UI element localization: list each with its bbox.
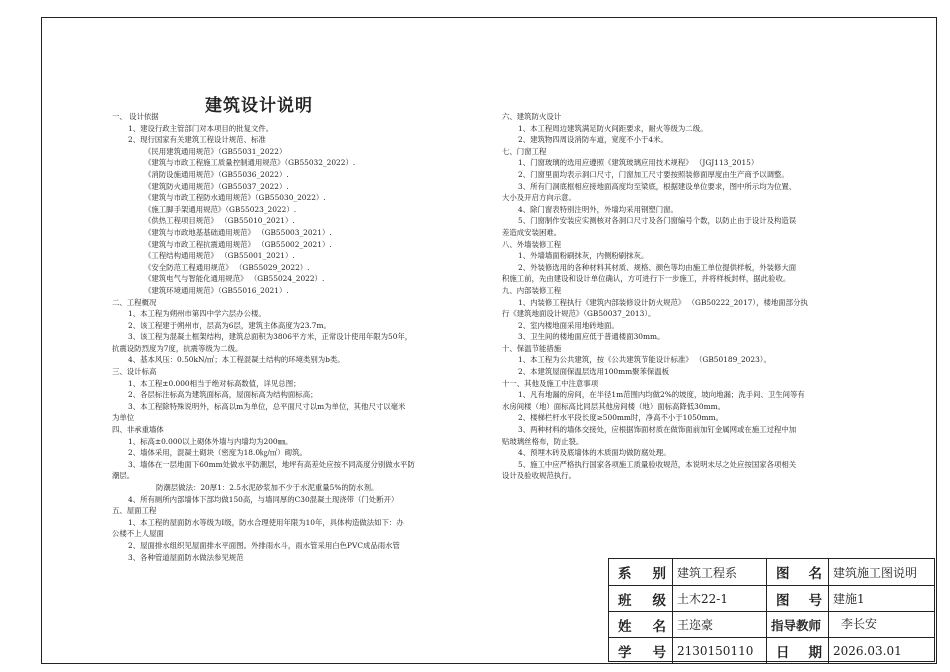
text-line: 1、本工程为朔州市第四中学六层办公楼。 xyxy=(128,309,266,319)
text-line: 2、外装修选用的各种材料其材质、规格、颜色等均由施工单位提供样板，外装修大面 xyxy=(518,262,797,272)
text-line: 3、墙体在一层地面下60mm处做水平防潮层，地坪有高差处应按不同高度分别做水平防 xyxy=(128,459,415,469)
text-line: 1、本工程±0.000相当于绝对标高数值，详见总图； xyxy=(128,378,301,388)
text-line: 《民用建筑通用规范》（GB55031_2022） xyxy=(144,146,287,156)
text-line: 2、屋面排水组织见屋面排水平面图。外排雨水斗，雨水管采用白色PVC成品雨水管 xyxy=(128,540,400,550)
text-line: 《施工脚手架通用规范》（GB55023_2022）. xyxy=(144,204,297,214)
text-line: 积施工前，先由建设和设计单位确认，方可进行下一步施工，并将样板封样，据此验收。 xyxy=(502,274,791,284)
text-line: 3、所有门洞底框相应接地面高度均至梁底，根据建设单位要求，图中所示均为位置、 xyxy=(518,181,797,191)
label-class: 班 级 xyxy=(609,586,673,611)
advisor-signature: 李长安 xyxy=(841,617,878,631)
text-line: 差造成安装困难。 xyxy=(502,227,562,237)
text-line: 设计及验收规范执行。 xyxy=(502,471,576,481)
label-department: 系 别 xyxy=(609,559,673,585)
label-advisor: 指导教师 xyxy=(767,612,829,637)
text-line: 3、本工程除特殊说明外，标高以m为单位，总平面尺寸以m为单位，其他尺寸以毫米 xyxy=(128,401,406,411)
text-line: 4、所有厕所内部墙体下部均做150高，与墙同厚的C30混凝土现浇带（门处断开） xyxy=(128,494,399,504)
text-line: 三、设计标高 xyxy=(112,367,157,377)
text-line: 潮层。 xyxy=(112,471,135,481)
text-line: 2、各层标注标高为建筑面标高，屋面标高为结构面标高； xyxy=(128,390,318,400)
text-line: 1、外墙墙面粉刷抹灰，内侧粉刷抹灰。 xyxy=(518,251,649,261)
value-department: 建筑工程系 xyxy=(673,559,767,585)
text-line: 九、内部装修工程 xyxy=(502,285,562,295)
text-line: 十一、其他及施工中注意事项 xyxy=(502,378,599,388)
text-line: 4、预埋木砖及底墙体的木质面均做防腐处理。 xyxy=(518,448,671,458)
text-line: 《建筑与市政工程施工质量控制通用规范》（GB55032_2022）. xyxy=(144,158,356,168)
titleblock-row-name xyxy=(609,611,934,637)
title-block xyxy=(608,558,935,662)
right-column xyxy=(502,111,832,482)
text-line: 《建筑与市政地基基础通用规范》 （GB55003_2021）. xyxy=(144,227,332,237)
value-class: 土木22-1 xyxy=(673,586,767,611)
label-student-id: 学 号 xyxy=(609,638,673,663)
text-line: 行《建筑地面设计规范》（GB50037_2013）。 xyxy=(502,309,656,319)
text-line: 八、外墙装修工程 xyxy=(502,239,562,249)
text-line: 十、保温节能措施 xyxy=(502,343,562,353)
text-line: 《供热工程项目规范》 （GB55010_2021）. xyxy=(144,216,295,226)
text-line: 2、楼梯栏杆水平段长度≥500mm时，净高不小于1050mm。 xyxy=(518,413,723,423)
text-line: 4、除门窗表特别注明外，外墙均采用钢塑门窗。 xyxy=(518,204,678,214)
titleblock-row-department xyxy=(609,559,934,585)
value-date: 2026.03.01 xyxy=(833,643,902,658)
text-line: 《消防设施通用规范》（GB55036_2022）. xyxy=(144,169,289,179)
text-line: 水房间楼（地）面标高比同层其他房间楼（地）面标高降低30mm。 xyxy=(502,401,725,411)
text-line: 3、该工程为混凝土框架结构，建筑总面积为3806平方米，正常设计使用年限为50年， xyxy=(128,332,413,342)
text-line: 2、该工程建于朔州市，层高为6层，建筑主体高度为23.7m。 xyxy=(128,320,331,330)
text-line: 5、门窗制作安装应实测核对各洞口尺寸及各门窗编号个数，以防止由于设计及构造误 xyxy=(518,216,797,226)
titleblock-row-student-id xyxy=(609,637,934,663)
text-line: 六、建筑防火设计 xyxy=(502,112,562,121)
text-line: 2、本建筑屋面保温层选用100mm聚苯保温板 xyxy=(518,367,670,377)
text-line: 2、现行国家有关建筑工程设计规范、标准 xyxy=(128,135,266,145)
text-line: 1、本工程的屋面防水等级为Ⅰ级，防水合理使用年限为10年，具体构造做法如下：办 xyxy=(128,517,404,527)
value-drawing-number: 建施1 xyxy=(833,592,865,606)
text-line: 2、室内楼地面采用地砖地面。 xyxy=(518,320,619,330)
text-line: 大小及开启方向示意。 xyxy=(502,193,576,203)
text-line: 3、各种管道屋面防水做法参见规范 xyxy=(128,552,244,562)
text-line: 抗震设防烈度为7度，抗震等级为二级。 xyxy=(112,343,243,353)
text-line: 3、卫生间的楼地面应低于普通楼面30mm。 xyxy=(518,332,665,342)
text-line: 为单位 xyxy=(112,413,135,423)
text-line: 1、本工程周边建筑满足防火间距要求，耐火等级为二级。 xyxy=(518,123,708,133)
value-drawing-name: 建筑施工图说明 xyxy=(833,565,918,580)
text-line: 《工程结构通用规范》 （GB55001_2021）. xyxy=(144,251,295,261)
text-line: 一、 设计依据 xyxy=(112,112,159,121)
text-line: 1、标高±0.000以上砌体外墙与内墙均为200㎜。 xyxy=(128,436,293,446)
text-line: 2、墙体采用，混凝土砌块（密度为18.0㎏/㎡）砌筑。 xyxy=(128,448,307,458)
text-line: 贴玻璃丝格布，防止裂。 xyxy=(502,436,584,446)
text-line: 5、施工中应严格执行国家各项施工质量验收规范，本说明未尽之处应按国家各项相关 xyxy=(518,459,797,469)
text-line: 七、门窗工程 xyxy=(502,146,547,156)
text-line: 4、基本风压：0.50kN/㎡；本工程混凝土结构的环境类别为b类。 xyxy=(128,355,345,365)
text-line: 1、建设行政主管部门对本项目的批复文件。 xyxy=(128,123,274,133)
label-drawing-name: 图 名 xyxy=(767,559,829,585)
text-line: 1、本工程为公共建筑，按《公共建筑节能设计标准》 （GB50189_2023）。 xyxy=(518,355,771,365)
text-line: 《建筑电气与智能化通用规范》 （GB55024_2022）. xyxy=(144,274,325,284)
label-date: 日 期 xyxy=(767,638,829,663)
text-line: 《建筑防火通用规范》（GB55037_2022）. xyxy=(144,181,289,191)
text-line: 1、凡有地漏的房间，在半径1m范围内均做2%的坡度，坡向地漏；洗手间、卫生间等有 xyxy=(518,390,805,400)
label-drawing-number: 图 号 xyxy=(767,586,829,611)
text-line: 3、两种材料的墙体交接处，应根据饰面材质在做饰面前加钉金属网或在施工过程中加 xyxy=(518,425,797,435)
text-line: 1、门窗玻璃的选用应遵照《建筑玻璃应用技术规程》 （JGJ113_2015） xyxy=(518,158,759,168)
left-column xyxy=(112,111,497,563)
value-student-id: 2130150110 xyxy=(673,638,767,663)
text-line: 《建筑与市政工程防水通用规范》（GB55030_2022）. xyxy=(144,193,326,203)
titleblock-row-class xyxy=(609,585,934,611)
text-line: 二、工程概况 xyxy=(112,297,157,307)
document-title: 建筑设计说明 xyxy=(205,96,313,116)
text-line: 2、建筑物四周设消防车道，宽度不小于4米。 xyxy=(518,135,668,145)
text-line: 公楼不上人屋面 xyxy=(112,529,164,539)
text-line: 《建筑与市政工程抗震通用规范》 （GB55002_2021）. xyxy=(144,239,332,249)
text-line: 《建筑环境通用规范》（GB55016_2021）. xyxy=(144,285,289,295)
value-student-name: 王迩豪 xyxy=(673,612,767,637)
text-line: 《安全防范工程通用规范》 （GB55029_2022）. xyxy=(144,262,310,272)
text-line: 防潮层做法：20厚1：2.5水泥砂浆加不少于水泥重量5%的防水剂。 xyxy=(156,483,379,492)
text-line: 2、门窗里面均表示洞口尺寸，门窗加工尺寸要按照装修面厚度由生产商予以调整。 xyxy=(518,169,789,179)
text-line: 五、屋面工程 xyxy=(112,506,157,516)
text-line: 四、非承重墙体 xyxy=(112,425,164,435)
label-name: 姓 名 xyxy=(609,612,673,637)
text-line: 1、内装修工程执行《建筑内部装修设计防火规范》 （GB50222_2017），楼地面部分执 xyxy=(518,297,808,307)
